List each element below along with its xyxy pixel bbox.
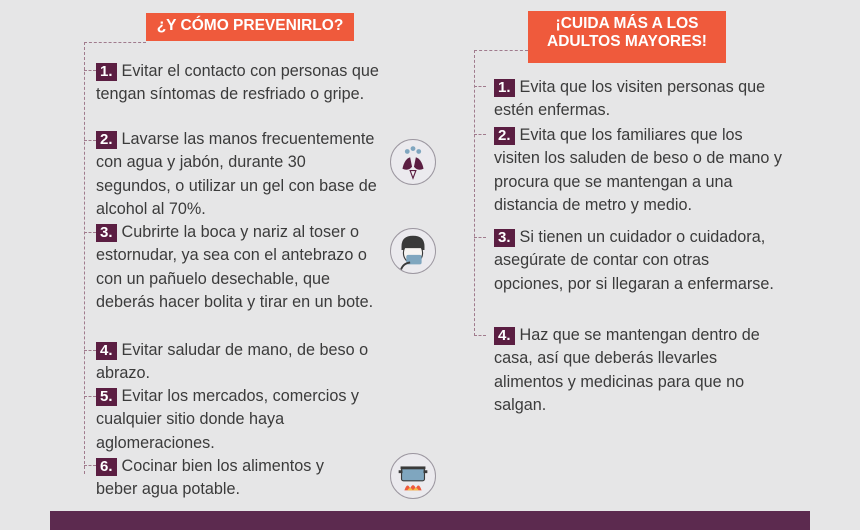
left-item-6 bbox=[96, 455, 361, 502]
item-number-badge: 1. bbox=[494, 79, 515, 97]
hand-washing-icon bbox=[390, 139, 436, 185]
item-text: Evitar saludar de mano, de beso o abrazo. bbox=[96, 341, 369, 383]
left-column-title bbox=[146, 13, 354, 41]
left-tick-3 bbox=[84, 232, 96, 233]
bottom-footer-band bbox=[50, 511, 810, 530]
item-number-badge: 3. bbox=[96, 224, 117, 242]
right-title-line1: ¡CUIDA MÁS A LOS bbox=[555, 15, 699, 32]
item-text: Cocinar bien los alimentos y beber agua potable. bbox=[96, 457, 324, 499]
left-tick-5 bbox=[84, 396, 96, 397]
right-item-1 bbox=[494, 76, 774, 123]
item-text: Evitar el contacto con personas que tengan síntomas de resfriado o gripe. bbox=[96, 62, 379, 104]
left-tick-1 bbox=[84, 70, 96, 71]
left-title-text: ¿Y CÓMO PREVENIRLO? bbox=[156, 17, 344, 34]
item-number-badge: 4. bbox=[494, 327, 515, 345]
cooking-pot-icon bbox=[390, 453, 436, 499]
right-tick-2 bbox=[474, 134, 486, 135]
right-bracket-line bbox=[474, 50, 475, 336]
right-title-line2: ADULTOS MAYORES! bbox=[547, 33, 707, 50]
item-text: Haz que se mantengan dentro de casa, así que deberás llevarles alimentos y medicinas para que no salgan. bbox=[494, 326, 760, 415]
left-item-3 bbox=[96, 221, 381, 315]
sneeze-person-icon bbox=[390, 228, 436, 274]
item-number-badge: 3. bbox=[494, 229, 515, 247]
item-number-badge: 5. bbox=[96, 388, 117, 406]
left-bracket-top bbox=[84, 42, 146, 43]
right-tick-4 bbox=[474, 335, 486, 336]
left-tick-4 bbox=[84, 350, 96, 351]
left-item-2 bbox=[96, 128, 381, 222]
item-number-badge: 2. bbox=[494, 127, 515, 145]
item-number-badge: 6. bbox=[96, 458, 117, 476]
right-column-title bbox=[528, 11, 726, 63]
left-item-5 bbox=[96, 385, 386, 455]
item-text: Evitar los mercados, comercios y cualquier sitio donde haya aglomeraciones. bbox=[96, 387, 360, 452]
left-bracket-line bbox=[84, 42, 85, 474]
right-tick-1 bbox=[474, 86, 486, 87]
left-tick-6 bbox=[84, 465, 96, 466]
item-text: Cubrirte la boca y nariz al toser o estornudar, ya sea con el antebrazo o con un pañuelo desechable, que deberás hacer bolita y tirar en un bote. bbox=[96, 223, 374, 312]
item-text: Lavarse las manos frecuentemente con agua y jabón, durante 30 segundos, o utilizar un gel con base de alcohol al 70%. bbox=[96, 130, 377, 219]
right-item-3 bbox=[494, 226, 782, 296]
item-text: Si tienen un cuidador o cuidadora, asegúrate de contar con otras opciones, por si llegaran a enfermarse. bbox=[494, 228, 774, 293]
right-item-2 bbox=[494, 124, 784, 218]
item-text: Evita que los familiares que los visiten los saluden de beso o de mano y procura que se mantengan a una distancia de metro y medio. bbox=[494, 126, 782, 215]
left-item-4 bbox=[96, 339, 386, 386]
left-item-1 bbox=[96, 60, 386, 107]
right-bracket-top bbox=[474, 50, 528, 51]
right-tick-3 bbox=[474, 237, 486, 238]
right-item-4 bbox=[494, 324, 776, 418]
item-number-badge: 1. bbox=[96, 63, 117, 81]
left-tick-2 bbox=[84, 140, 96, 141]
item-number-badge: 4. bbox=[96, 342, 117, 360]
item-number-badge: 2. bbox=[96, 131, 117, 149]
item-text: Evita que los visiten personas que estén enfermas. bbox=[494, 78, 766, 120]
